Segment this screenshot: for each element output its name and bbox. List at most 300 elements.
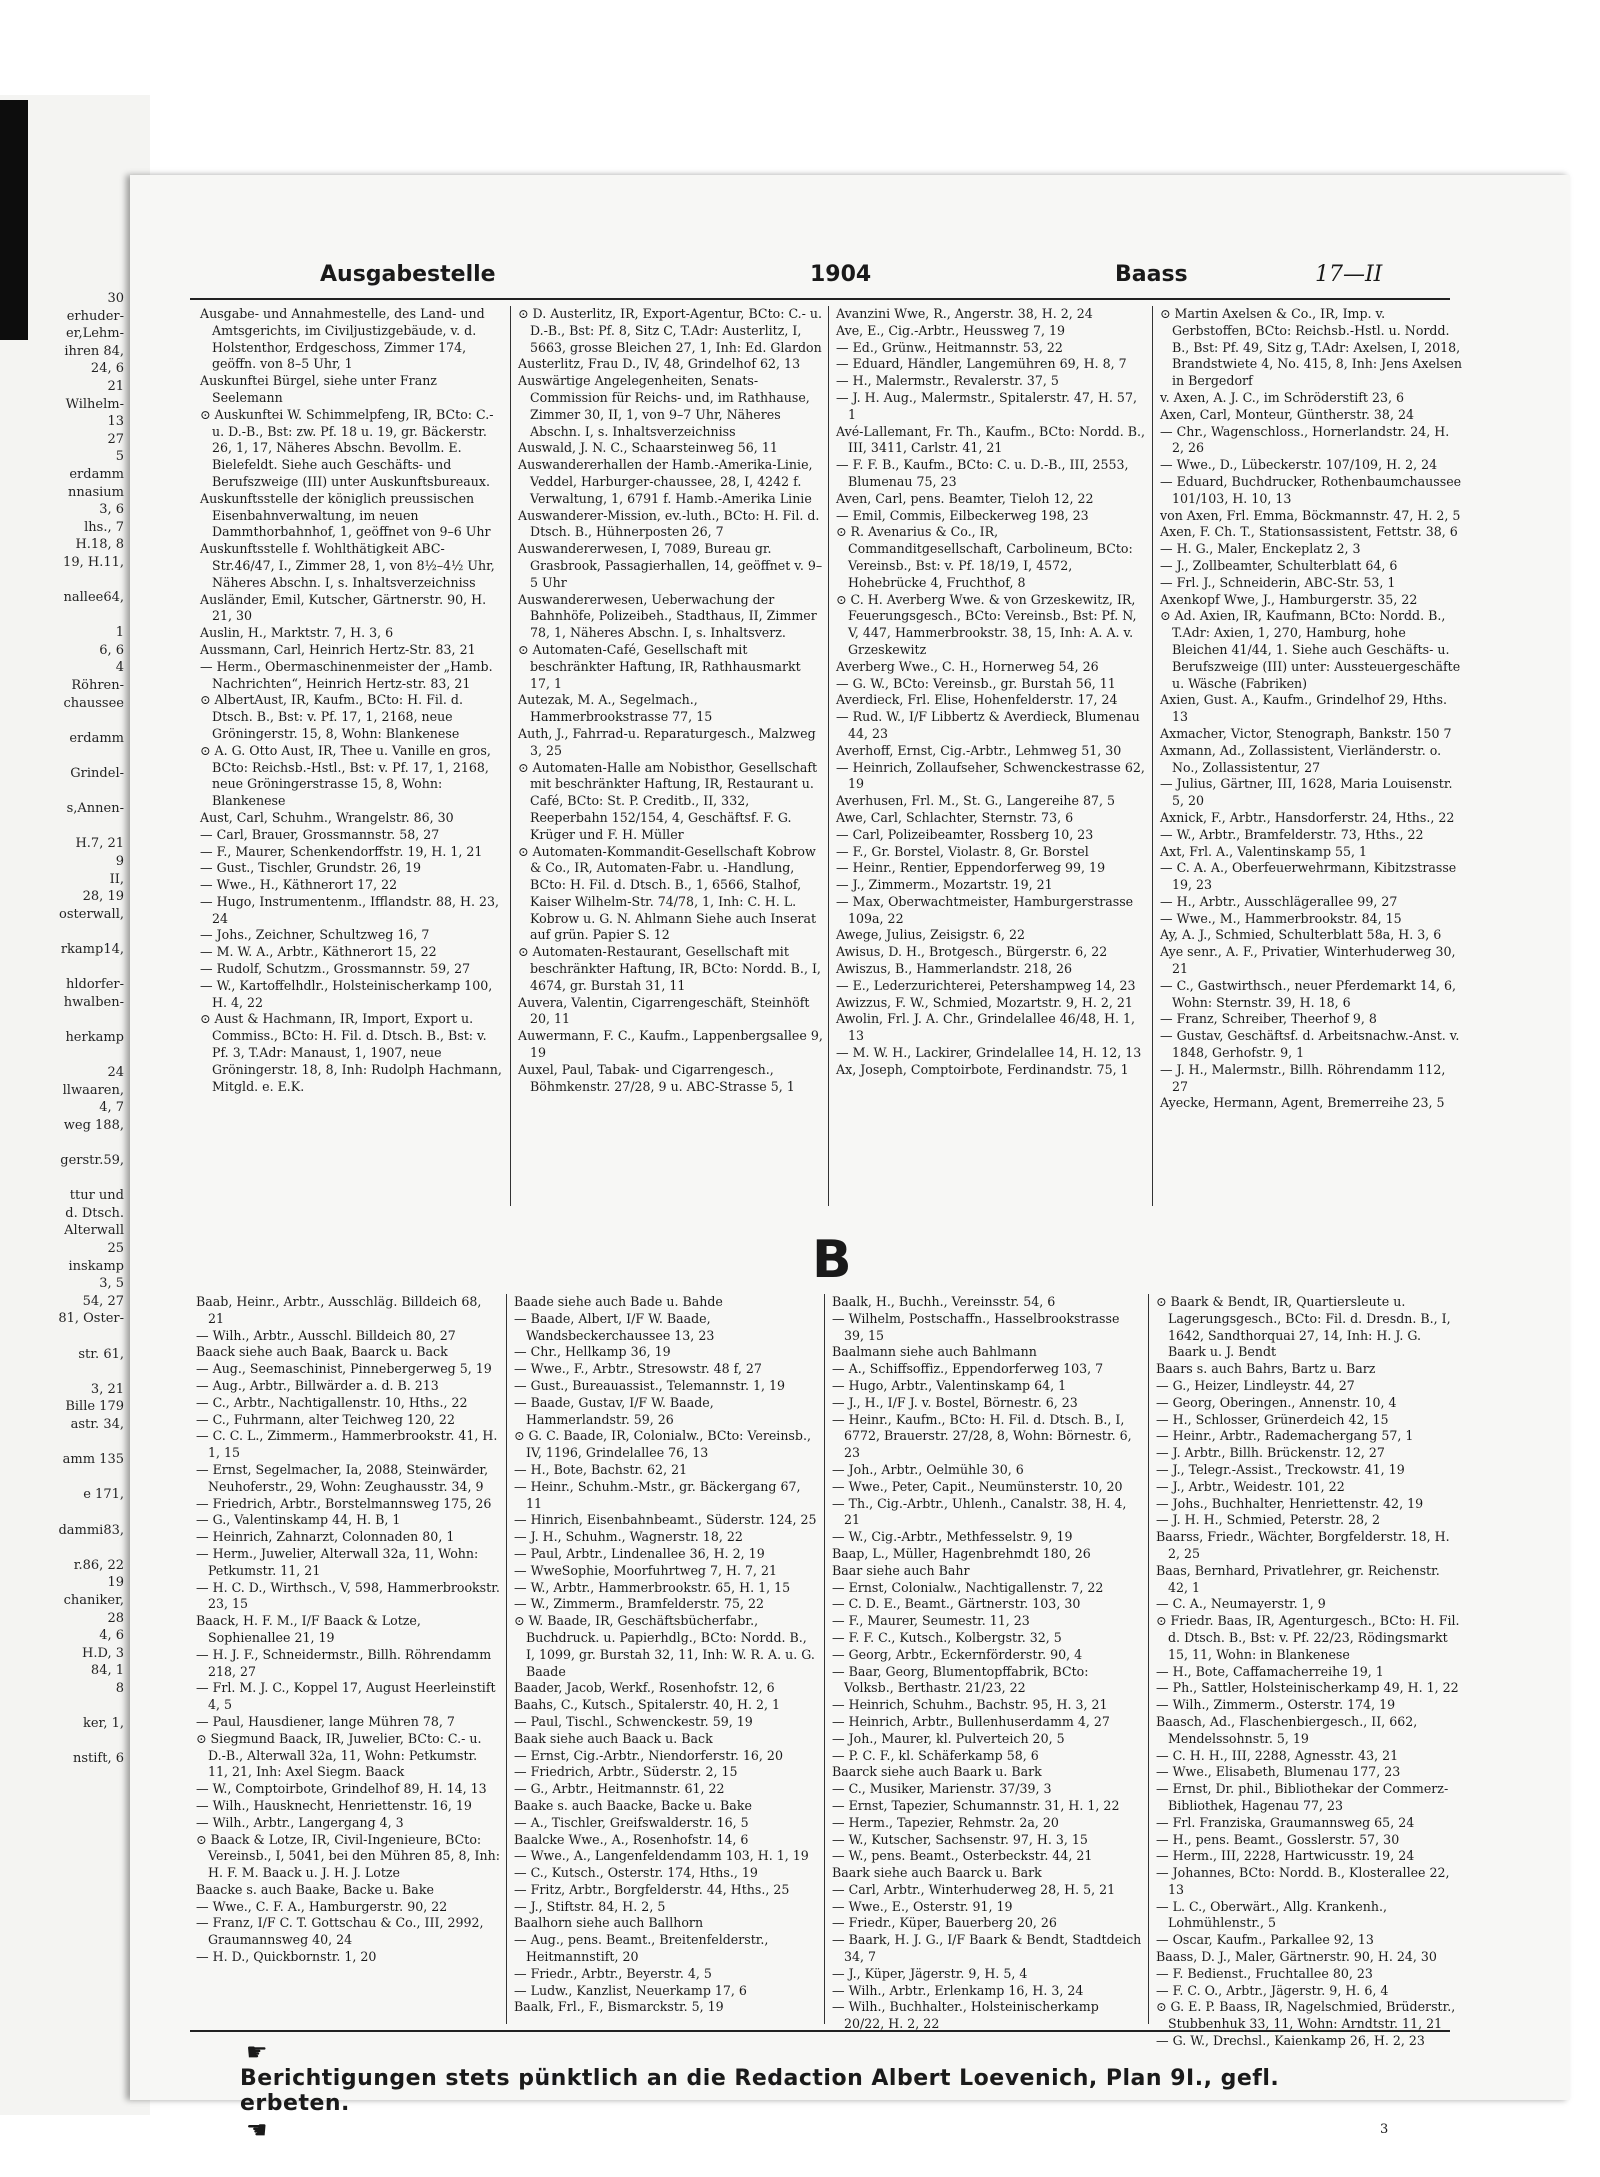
directory-entry: — Wwe., Peter, Capit., Neumünsterstr. 10, 20: [832, 1478, 1123, 1494]
strip-fragment: chaussee: [63, 695, 124, 711]
strip-fragment: amm 135: [62, 1452, 124, 1468]
directory-entry: ⊙ C. H. Averberg Wwe. & von Grzeskewitz, IR, Feuerungsgesch., BCto: Vereinsb., Bst: Pf. N, V, 447, Hammerbrookstr. 38, 15, Inh: A. A. v. Grzeskewitz: [836, 591, 1137, 657]
directory-entry: — Th., Cig.-Arbtr., Uhlenh., Canalstr. 38, H. 4, 21: [832, 1495, 1127, 1528]
directory-entry: — Frl. M. J. C., Koppel 17, August Heerleinstift 4, 5: [196, 1680, 496, 1713]
directory-entry: — Wilh., Arbtr., Langergang 4, 3: [196, 1814, 404, 1830]
directory-entry: Austerlitz, Frau D., IV, 48, Grindelhof 62, 13: [518, 356, 801, 372]
strip-fragment: erdamm: [69, 730, 124, 746]
directory-entry: Auswärtige Angelegenheiten, Senats-Commission für Reichs- und, im Rathhause, Zimmer 30, II, 1, von 9–7 Uhr, Näheres Abschn. I, s. Inhaltsverzeichniss: [518, 373, 810, 439]
directory-entry: — C., Fuhrmann, alter Teichweg 120, 22: [196, 1411, 455, 1427]
directory-entry: — Oscar, Kaufm., Parkallee 92, 13: [1156, 1932, 1374, 1948]
strip-fragment: 24, 6: [90, 361, 124, 377]
directory-entry: Aven, Carl, pens. Beamter, Tieloh 12, 22: [836, 490, 1094, 506]
directory-entry: — W., Comptoirbote, Grindelhof 89, H. 14, 13: [196, 1781, 487, 1797]
directory-entry: Awiszus, B., Hammerlandstr. 218, 26: [836, 961, 1073, 977]
directory-entry: Auth, J., Fahrrad-u. Reparaturgesch., Malzweg 3, 25: [518, 725, 816, 758]
directory-entry: — Ernst, Tapezier, Schumannstr. 31, H. 1, 22: [832, 1797, 1120, 1813]
strip-fragment: [0, 1698, 130, 1716]
strip-fragment: erdamm: [69, 466, 124, 482]
directory-entry: — H. C. D., Wirthsch., V, 598, Hammerbrookstr. 23, 15: [196, 1579, 500, 1612]
directory-entry: — Gust., Tischler, Grundstr. 26, 19: [200, 860, 422, 876]
strip-fragment: H.D, 3: [82, 1645, 124, 1661]
strip-fragment: Alterwall: [64, 1223, 124, 1239]
page-header: [150, 262, 1450, 294]
strip-fragment: 21: [107, 378, 124, 394]
directory-entry: Axien, Gust. A., Kaufm., Grindelhof 29, Hths. 13: [1160, 692, 1448, 725]
footer-text: Berichtigungen stets pünktlich an die Redaction Albert Loevenich, Plan 9I., gefl. erbeten.: [240, 2066, 1280, 2116]
directory-entry: — Paul, Tischl., Schwenckestr. 59, 19: [514, 1713, 753, 1729]
directory-entry: — Gustav, Geschäftsf. d. Arbeitsnachw.-Anst. v. 1848, Gerhofstr. 9, 1: [1160, 1028, 1460, 1061]
directory-entry: — Wilhelm, Postschaffn., Hasselbrookstrasse 39, 15: [832, 1310, 1120, 1343]
directory-entry: Baarss, Friedr., Wächter, Borgfelderstr. 18, H. 2, 25: [1156, 1529, 1450, 1561]
strip-fragment: Bille 179: [65, 1399, 124, 1415]
directory-entry: Auskunftsstelle der königlich preussischen Eisenbahnverwaltung, im neuen Dammthorbahnhof, 1, geöffnet von 9–6 Uhr: [200, 490, 491, 540]
directory-entry: Axnick, F., Arbtr., Hansdorferstr. 24, Hths., 22: [1160, 809, 1455, 825]
strip-fragment: e 171,: [83, 1487, 124, 1503]
directory-entry: von Axen, Frl. Emma, Böckmannstr. 47, H. 2, 5: [1160, 507, 1461, 523]
strip-fragment: 54, 27: [82, 1293, 124, 1309]
strip-fragment: [0, 923, 130, 941]
strip-fragment: erhuder-: [66, 308, 124, 324]
directory-entry: — Frl. Franziska, Graumannsweg 65, 24: [1156, 1814, 1415, 1830]
directory-entry: ⊙ G. C. Baade, IR, Colonialw., BCto: Vereinsb., IV, 1196, Grindelallee 76, 13: [514, 1428, 811, 1461]
column-separator: [506, 1294, 507, 2024]
directory-entry: — J. Arbtr., Billh. Brückenstr. 12, 27: [1156, 1445, 1385, 1461]
directory-entry: — Paul, Arbtr., Lindenallee 36, H. 2, 19: [514, 1545, 765, 1561]
directory-entry: Averhoff, Ernst, Cig.-Arbtr., Lehmweg 51, 30: [836, 742, 1122, 758]
strip-fragment: r.86, 22: [73, 1557, 124, 1573]
directory-entry: Awolin, Frl. J. A. Chr., Grindelallee 46/48, H. 1, 13: [836, 1011, 1135, 1044]
strip-fragment: ttur und: [69, 1188, 124, 1204]
directory-entry: — Friedrich, Arbtr., Borstelmannsweg 175, 26: [196, 1495, 492, 1511]
directory-entry: — A., Tischler, Greifswalderstr. 16, 5: [514, 1814, 749, 1830]
directory-entry: Baarck siehe auch Baark u. Bark: [832, 1764, 1042, 1780]
directory-entry: Auskunftei Bürgel, siehe unter Franz Seelemann: [200, 373, 437, 405]
strip-fragment: weg 188,: [63, 1117, 124, 1133]
directory-entry: Baade siehe auch Bade u. Bahde: [514, 1294, 723, 1309]
pointing-hand-icon: ☚: [246, 2116, 269, 2144]
strip-fragment: 30: [107, 291, 124, 306]
pointing-hand-icon: ☛: [246, 2038, 269, 2066]
strip-fragment: 4, 7: [99, 1100, 124, 1116]
directory-entry: Auxel, Paul, Tabak- und Cigarrengesch., Böhmkenstr. 27/28, 9 u. ABC-Strasse 5, 1: [518, 1061, 795, 1094]
directory-entry: Auvera, Valentin, Cigarrengeschäft, Steinhöft 20, 11: [518, 994, 810, 1027]
directory-entry: — C., Gastwirthsch., neuer Pferdemarkt 14, 6, Wohn: Sternstr. 39, H. 18, 6: [1160, 977, 1457, 1010]
directory-entry: Auswandererhallen der Hamb.-Amerika-Linie, Veddel, Harburger-chaussee, 28, I, 4242 f. Verwaltung, 1, 6791 f. Hamb.-Amerika Linie: [518, 457, 813, 506]
directory-entry: — Hugo, Arbtr., Valentinskamp 64, 1: [832, 1377, 1067, 1393]
directory-entry: — Joh., Maurer, kl. Pulverteich 20, 5: [832, 1730, 1065, 1746]
directory-entry: Ausgabe- und Annahmestelle, des Land- und Amtsgerichts, im Civiljustizgebäude, v. d. Holstenthor, Erdgeschoss, Zimmer 174, geöffn. von 8–5 Uhr, 1: [200, 306, 485, 372]
directory-entry: — Herm., Juwelier, Alterwall 32a, 11, Wohn: Petkumstr. 11, 21: [196, 1545, 479, 1578]
directory-entry: — Wwe., F., Arbtr., Stresowstr. 48 f, 27: [514, 1361, 762, 1377]
directory-entry: Baab, Heinr., Arbtr., Ausschläg. Billdeich 68, 21: [196, 1294, 482, 1326]
directory-entry: ⊙ G. E. P. Baass, IR, Nagelschmied, Brüderstr., Stubbenhuk 33, 11, Wohn: Arndtstr. 11, 21: [1156, 1999, 1456, 2032]
page-number: 3: [1380, 2122, 1389, 2137]
directory-entry: — Heinrich, Zollaufseher, Schwenckestrasse 62, 19: [836, 759, 1145, 792]
directory-entry: — Aug., pens. Beamt., Breitenfelderstr., Heitmannstift, 20: [514, 1932, 769, 1965]
directory-entry: Axenkopf Wwe, J., Hamburgerstr. 35, 22: [1160, 591, 1418, 607]
directory-entry: ⊙ Automaten-Kommandit-Gesellschaft Kobrow & Co., IR, Automaten-Fabr. u. -Handlung, BCto: H. Fil. d. Dtsch. B., 1, 6566, Stalhof, Kaiser Wilhelm-Str. 74/78, 1, Inh: C. H. L. Kobrow u. G. N. Ahlmann Siehe auch Inserat auf grün. Papier S. 12: [518, 843, 817, 943]
directory-entry: Axen, Carl, Monteur, Güntherstr. 38, 24: [1160, 406, 1414, 422]
strip-fragment: [0, 1469, 130, 1487]
directory-entry: — Emil, Commis, Eilbeckerweg 198, 23: [836, 507, 1089, 523]
directory-entry: — Baark, H. J. G., I/F Baark & Bendt, Stadtdeich 34, 7: [832, 1932, 1142, 1965]
strip-fragment: [0, 1504, 130, 1522]
directory-entry: ⊙ Ad. Axien, IR, Kaufmann, BCto: Nordd. B., T.Adr: Axien, 1, 270, Hamburg, hohe Bleichen 41/44, 1. Siehe auch Geschäfts- u. Berufszweige (III) unter: Aussteuergeschäfte u. Wäsche (Fabriken): [1160, 608, 1461, 691]
directory-entry: — Wwe., H., Käthnerort 17, 22: [200, 877, 398, 893]
directory-entry: — Wwe., Elisabeth, Blumenau 177, 23: [1156, 1764, 1401, 1780]
directory-entry: ⊙ Automaten-Café, Gesellschaft mit beschränkter Haftung, IR, Rathhausmarkt 17, 1: [518, 641, 801, 691]
directory-entry: — G. W., BCto: Vereinsb., gr. Burstah 56, 11: [836, 675, 1116, 691]
strip-fragment: rkamp14,: [60, 941, 124, 957]
directory-entry: Baake s. auch Baacke, Backe u. Bake: [514, 1797, 752, 1813]
directory-entry: — J. H., Schuhm., Wagnerstr. 18, 22: [514, 1529, 743, 1545]
strip-fragment: herkamp: [65, 1029, 124, 1045]
strip-fragment: llwaaren,: [62, 1082, 124, 1098]
directory-entry: Auskunftsstelle f. Wohlthätigkeit ABC-Str.46/47, I., Zimmer 28, 1, von 8½–4½ Uhr, Näheres Abschn. I, s. Inhaltsverzeichniss: [200, 541, 495, 590]
strip-fragment: 13: [107, 414, 124, 430]
directory-entry: — Wwe., A., Langenfeldendamm 103, H. 1, 19: [514, 1848, 809, 1864]
directory-entry: — Johs., Zeichner, Schultzweg 16, 7: [200, 927, 430, 943]
column-2: [518, 306, 823, 1206]
strip-fragment: chaniker,: [63, 1592, 124, 1608]
directory-entry: Auswanderer-Mission, ev.-luth., BCto: H. Fil. d. Dtsch. B., Hühnerposten 26, 7: [518, 507, 820, 540]
directory-entry: — W., Arbtr., Bramfelderstr. 73, Hths., 22: [1160, 826, 1424, 842]
footer-notice: [240, 2038, 1370, 2144]
directory-entry: ⊙ Siegmund Baack, IR, Juwelier, BCto: C.- u. D.-B., Alterwall 32a, 11, Wohn: Petkumstr. 11, 21, Inh: Axel Siegm. Baack: [196, 1730, 482, 1780]
directory-entry: — Rud. W., I/F Libbertz & Averdieck, Blumenau 44, 23: [836, 709, 1140, 741]
directory-entry: — J., Zimmerm., Mozartstr. 19, 21: [836, 877, 1053, 893]
directory-entry: Axmann, Ad., Zollassistent, Vierländerstr. o. No., Zollassistentur, 27: [1160, 742, 1442, 775]
strip-fragment: ihren 84,: [64, 343, 124, 359]
directory-entry: Ayecke, Hermann, Agent, Bremerreihe 23, 5: [1160, 1095, 1445, 1111]
directory-entry: Auswald, J. N. C., Schaarsteinweg 56, 11: [518, 440, 778, 456]
strip-fragment: H.7, 21: [75, 836, 124, 852]
strip-fragment: 24: [107, 1065, 124, 1081]
directory-entry: — Wwe., E., Osterstr. 91, 19: [832, 1898, 1013, 1914]
strip-fragment: str. 61,: [78, 1346, 124, 1362]
strip-fragment: 25: [107, 1241, 124, 1257]
directory-entry: — C. D. E., Beamt., Gärtnerstr. 103, 30: [832, 1596, 1081, 1612]
strip-fragment: hldorfer-: [65, 977, 124, 993]
directory-entry: — J. H. Aug., Malermstr., Spitalerstr. 47, H. 57, 1: [836, 389, 1137, 422]
strip-fragment: er,Lehm-: [65, 326, 124, 342]
directory-entry: — L. C., Oberwärt., Allg. Krankenh., Lohmühlenstr., 5: [1156, 1898, 1387, 1931]
directory-entry: Baap, L., Müller, Hagenbrehmdt 180, 26: [832, 1545, 1091, 1561]
directory-entry: Awisus, D. H., Brotgesch., Bürgerstr. 6, 22: [836, 944, 1108, 960]
strip-fragment: astr. 34,: [70, 1417, 124, 1432]
directory-entry: — Wilh., Hausknecht, Henriettenstr. 16, 19: [196, 1797, 472, 1813]
directory-entry: — Julius, Gärtner, III, 1628, Maria Louisenstr. 5, 20: [1160, 776, 1453, 809]
directory-entry: Awe, Carl, Schlachter, Sternstr. 73, 6: [836, 809, 1074, 825]
directory-entry: — Baar, Georg, Blumentopffabrik, BCto: Volksb., Berthastr. 21/23, 22: [832, 1663, 1089, 1696]
directory-entry: ⊙ Automaten-Restaurant, Gesellschaft mit beschränkter Haftung, IR, BCto: Nordd. B., I, 4674, gr. Burstah 31, 11: [518, 944, 821, 993]
directory-entry: — C., Kutsch., Osterstr. 174, Hths., 19: [514, 1865, 758, 1881]
column-separator: [510, 306, 511, 1206]
directory-entry: ⊙ Martin Axelsen & Co., IR, Imp. v. Gerbstoffen, BCto: Reichsb.-Hstl. u. Nordd. B., Bst: Pf. 49, Sitz g, T.Adr: Axelsen, I, 2018, Brandstwiete 4, No. 415, 8, Inh: Jens Axelsen in Bergedorf: [1160, 306, 1462, 389]
directory-entry: — C. C. L., Zimmerm., Hammerbrookstr. 41, H. 1, 15: [196, 1428, 498, 1461]
directory-entry: — C. A., Neumayerstr. 1, 9: [1156, 1596, 1326, 1612]
strip-fragment: 3, 6: [99, 502, 124, 518]
directory-entry: Baader, Jacob, Werkf., Rosenhofstr. 12, 6: [514, 1680, 775, 1696]
directory-entry: Baack siehe auch Baak, Baarck u. Back: [196, 1344, 448, 1360]
strip-fragment: [0, 1170, 130, 1188]
directory-entry: — F. Bedienst., Fruchtallee 80, 23: [1156, 1965, 1373, 1981]
directory-entry: Baalhorn siehe auch Ballhorn: [514, 1915, 704, 1931]
directory-entry: — P. C. F., kl. Schäferkamp 58, 6: [832, 1747, 1039, 1763]
directory-entry: — Carl, Polizeibeamter, Rossberg 10, 23: [836, 826, 1094, 842]
directory-entry: ⊙ W. Baade, IR, Geschäftsbücherfabr., Buchdruck. u. Papierhdlg., BCto: Nordd. B., I, 1099, gr. Burstah 32, 11, Inh: W. R. A. u. G. Baade: [514, 1613, 815, 1679]
column-b-1: [196, 1294, 501, 2024]
strip-fragment: gerstr.59,: [60, 1153, 124, 1169]
directory-entry: — Heinrich, Zahnarzt, Colonnaden 80, 1: [196, 1529, 455, 1545]
directory-entry: Aye senr., A. F., Privatier, Winterhuderweg 30, 21: [1160, 944, 1456, 977]
directory-entry: Avanzini Wwe, R., Angerstr. 38, H. 2, 24: [836, 306, 1093, 321]
strip-fragment: 84, 1: [90, 1663, 124, 1679]
directory-entry: Awizzus, F. W., Schmied, Mozartstr. 9, H. 2, 21: [836, 994, 1133, 1010]
directory-entry: — J., H., I/F J. v. Bostel, Börnestr. 6, 23: [832, 1394, 1078, 1410]
directory-entry: Baark siehe auch Baarck u. Bark: [832, 1865, 1042, 1881]
strip-fragment: [0, 1539, 130, 1557]
directory-entry: — Aug., Arbtr., Billwärder a. d. B. 213: [196, 1377, 439, 1393]
directory-entry: Baalk, Frl., F., Bismarckstr. 5, 19: [514, 1999, 724, 2015]
directory-entry: — Wilh., Buchhalter., Holsteinischerkamp 20/22, H. 2, 22: [832, 1999, 1099, 2032]
directory-entry: Ausländer, Emil, Kutscher, Gärtnerstr. 90, H. 21, 30: [200, 591, 487, 624]
directory-entry: — J. H. H., Schmied, Peterstr. 28, 2: [1156, 1512, 1381, 1528]
strip-fragment: Wilhelm-: [65, 396, 124, 412]
directory-entry: — H. J. F., Schneidermstr., Billh. Röhrendamm 218, 27: [196, 1646, 492, 1679]
directory-entry: — Carl, Brauer, Grossmannstr. 58, 27: [200, 826, 440, 842]
directory-entry: — Rudolf, Schutzm., Grossmannstr. 59, 27: [200, 961, 471, 977]
directory-entry: — Max, Oberwachtmeister, Hamburgerstrasse 109a, 22: [836, 893, 1134, 926]
directory-entry: — J., Arbtr., Weidestr. 101, 22: [1156, 1478, 1345, 1494]
directory-entry: — F. F. B., Kaufm., BCto: C. u. D.-B., III, 2553, Blumenau 75, 23: [836, 457, 1129, 489]
strip-fragment: nallee64,: [63, 590, 124, 606]
directory-entry: — F. C. O., Arbtr., Jägerstr. 9, H. 6, 4: [1156, 1982, 1389, 1998]
directory-entry: Baas, Bernhard, Privatlehrer, gr. Reichenstr. 42, 1: [1156, 1562, 1440, 1595]
directory-entry: — H. D., Quickbornstr. 1, 20: [196, 1949, 377, 1965]
strip-fragment: [0, 572, 130, 590]
directory-entry: — H., Bote, Caffamacherreihe 19, 1: [1156, 1663, 1384, 1679]
directory-entry: — H., Arbtr., Ausschlägerallee 99, 27: [1160, 893, 1398, 909]
directory-entry: — M. W. H., Lackirer, Grindelallee 14, H. 12, 13: [836, 1045, 1142, 1061]
directory-entry: Auswandererwesen, Ueberwachung der Bahnhöfe, Polizeibeh., Stadthaus, II, Zimmer 78, 1, Näheres Abschn. I, s. Inhaltsverz.: [518, 591, 817, 641]
directory-entry: — F., Gr. Borstel, Violastr. 8, Gr. Borstel: [836, 843, 1089, 859]
column-separator: [1148, 1294, 1149, 2024]
directory-entry: Baass, D. J., Maler, Gärtnerstr. 90, H. 24, 30: [1156, 1949, 1437, 1965]
directory-entry: — H., Malermstr., Revalerstr. 37, 5: [836, 373, 1059, 389]
adjacent-page-strip: [0, 290, 130, 2090]
directory-entry: Baalk, H., Buchh., Vereinsstr. 54, 6: [832, 1294, 1056, 1309]
directory-entry: — Franz, I/F C. T. Gottschau & Co., III, 2992, Graumannsweg 40, 24: [196, 1915, 484, 1948]
directory-entry: ⊙ Baark & Bendt, IR, Quartiersleute u. Lagerungsgesch., BCto: Fil. d. Dresdn. B., I, 1642, Sandthorquai 27, 14, Inh: H. J. G. Baark u. J. Bendt: [1156, 1294, 1451, 1360]
column-b-4: [1156, 1294, 1461, 2049]
strip-fragment: [0, 1011, 130, 1029]
directory-entry: — Aug., Seemaschinist, Pinnebergerweg 5, 19: [196, 1361, 492, 1377]
directory-entry: — Carl, Arbtr., Winterhuderweg 28, H. 5, 21: [832, 1881, 1116, 1897]
directory-entry: Baars s. auch Bahrs, Bartz u. Barz: [1156, 1361, 1376, 1377]
directory-entry: — Herm., III, 2228, Hartwicusstr. 19, 24: [1156, 1848, 1415, 1864]
directory-entry: — Heinr., Kaufm., BCto: H. Fil. d. Dtsch. B., I, 6772, Brauerstr. 27/28, 8, Wohn: Börnestr. 6, 23: [832, 1411, 1132, 1461]
directory-entry: Averberg Wwe., C. H., Hornerweg 54, 26: [836, 658, 1099, 674]
strip-fragment: 28: [107, 1610, 124, 1626]
strip-fragment: Röhren-: [71, 678, 124, 694]
strip-fragment: 81, Oster-: [58, 1311, 124, 1327]
header-right: Baass: [1115, 262, 1188, 287]
strip-fragment: [0, 1328, 130, 1346]
strip-fragment: [0, 1047, 130, 1065]
directory-entry: — Herm., Tapezier, Rehmstr. 2a, 20: [832, 1814, 1059, 1830]
directory-entry: — Eduard, Buchdrucker, Rothenbaumchaussee 101/103, H. 10, 13: [1160, 473, 1462, 506]
directory-entry: — Ludw., Kanzlist, Neuerkamp 17, 6: [514, 1982, 747, 1998]
directory-entry: — Heinr., Schuhm.-Mstr., gr. Bäckergang 67, 11: [514, 1478, 801, 1511]
directory-entry: — W., Zimmerm., Bramfelderstr. 75, 22: [514, 1596, 765, 1612]
directory-entry: — Hinrich, Eisenbahnbeamt., Süderstr. 124, 25: [514, 1512, 817, 1528]
strip-fragment: [0, 1434, 130, 1452]
directory-entry: — Herm., Obermaschinenmeister der „Hamb. Nachrichten“, Heinrich Hertz-str. 83, 21: [200, 658, 493, 691]
strip-fragment: 27: [107, 431, 124, 447]
directory-entry: Baahs, C., Kutsch., Spitalerstr. 40, H. 2, 1: [514, 1697, 780, 1713]
directory-entry: — W., Arbtr., Hammerbrookstr. 65, H. 1, 15: [514, 1579, 791, 1595]
directory-entry: — J., Zollbeamter, Schulterblatt 64, 6: [1160, 557, 1398, 573]
directory-entry: Axmacher, Victor, Stenograph, Bankstr. 150 7: [1160, 725, 1452, 741]
directory-entry: — Baade, Gustav, I/F W. Baade, Hammerlandstr. 59, 26: [514, 1394, 714, 1427]
directory-entry: — M. W. A., Arbtr., Käthnerort 15, 22: [200, 944, 437, 960]
directory-entry: ⊙ Friedr. Baas, IR, Agenturgesch., BCto: H. Fil. d. Dtsch. B., Bst: v. Pf. 22/23, Rödingsmarkt 15, 11, Wohn: in Blankenese: [1156, 1613, 1460, 1662]
header-page: 17—II: [1315, 262, 1383, 287]
directory-entry: — Wwe., M., Hammerbrookstr. 84, 15: [1160, 910, 1402, 926]
strip-fragment: 3, 5: [99, 1276, 124, 1292]
directory-entry: ⊙ AlbertAust, IR, Kaufm., BCto: H. Fil. d. Dtsch. B., Bst: v. Pf. 17, 1, 2168, neue Gröningerstr. 15, 8, Wohn: Blankenese: [200, 692, 463, 741]
directory-entry: — Frl. J., Schneiderin, ABC-Str. 53, 1: [1160, 574, 1396, 590]
directory-entry: — Ernst, Colonialw., Nachtigallenstr. 7, 22: [832, 1579, 1104, 1595]
strip-fragment: 3, 21: [90, 1381, 124, 1397]
header-rule: [190, 298, 1450, 300]
directory-entry: — Heinr., Arbtr., Rademachergang 57, 1: [1156, 1428, 1414, 1444]
directory-entry: — Franz, Schreiber, Theerhof 9, 8: [1160, 1011, 1377, 1027]
directory-entry: — J., Stiftstr. 84, H. 2, 5: [514, 1898, 666, 1914]
directory-entry: — Johannes, BCto: Nordd. B., Klosterallee 22, 13: [1156, 1865, 1450, 1897]
directory-entry: — Ernst, Dr. phil., Bibliothekar der Commerz-Bibliothek, Hagenau 77, 23: [1156, 1781, 1449, 1813]
directory-entry: — Wwe., D., Lübeckerstr. 107/109, H. 2, 24: [1160, 457, 1438, 473]
header-year: 1904: [810, 262, 872, 287]
column-separator: [1152, 306, 1153, 1206]
directory-entry: Baak siehe auch Baack u. Back: [514, 1730, 713, 1746]
directory-entry: — F., Maurer, Seumestr. 11, 23: [832, 1613, 1030, 1629]
strip-fragment: 28, 19: [82, 889, 124, 905]
strip-fragment: ker, 1,: [82, 1716, 124, 1732]
strip-fragment: 1: [115, 625, 124, 641]
strip-fragment: H.18, 8: [75, 537, 124, 553]
directory-entry: — C., Musiker, Marienstr. 37/39, 3: [832, 1781, 1052, 1797]
directory-entry: Auslin, H., Marktstr. 7, H. 3, 6: [200, 625, 394, 641]
strip-fragment: II,: [109, 871, 124, 887]
directory-entry: Baar siehe auch Bahr: [832, 1562, 970, 1578]
directory-entry: — J., Küper, Jägerstr. 9, H. 5, 4: [832, 1965, 1028, 1981]
column-4: [1160, 306, 1465, 1206]
strip-fragment: dammi83,: [58, 1522, 124, 1538]
directory-entry: — Wilh., Zimmerm., Osterstr. 174, 19: [1156, 1697, 1396, 1713]
directory-entry: — Fritz, Arbtr., Borgfelderstr. 44, Hths., 25: [514, 1881, 790, 1897]
directory-entry: Ax, Joseph, Comptoirbote, Ferdinandstr. 75, 1: [836, 1061, 1129, 1077]
strip-fragment: [0, 1135, 130, 1153]
directory-entry: Axen, F. Ch. T., Stationsassistent, Fettstr. 38, 6: [1160, 524, 1458, 540]
directory-entry: — Friedr., Arbtr., Beyerstr. 4, 5: [514, 1965, 712, 1981]
directory-entry: — Eduard, Händler, Langemühren 69, H. 8, 7: [836, 356, 1127, 372]
directory-entry: — H., Schlosser, Grünerdeich 42, 15: [1156, 1411, 1389, 1427]
directory-entry: — C. A. A., Oberfeuerwehrmann, Kibitzstrasse 19, 23: [1160, 860, 1457, 893]
strip-fragment: 4: [115, 660, 124, 676]
directory-entry: Ave, E., Cig.-Arbtr., Heussweg 7, 19: [836, 322, 1066, 338]
directory-entry: — Georg, Oberingen., Annenstr. 10, 4: [1156, 1394, 1397, 1410]
column-3: [836, 306, 1146, 1206]
directory-entry: — G., Valentinskamp 44, H. B, 1: [196, 1512, 401, 1528]
directory-entry: Auswandererwesen, I, 7089, Bureau gr. Grasbrook, Passagierhallen, 14, geöffnet v. 9–5 Uhr: [518, 541, 823, 590]
directory-entry: Baack, H. F. M., I/F Baack & Lotze, Sophienallee 21, 19: [196, 1613, 421, 1645]
directory-entry: — H., Bote, Bachstr. 62, 21: [514, 1461, 688, 1477]
directory-entry: — C., Arbtr., Nachtigallenstr. 10, Hths., 22: [196, 1394, 468, 1410]
directory-entry: — Johs., Buchhalter, Henriettenstr. 42, 19: [1156, 1495, 1424, 1511]
directory-entry: — Friedr., Küper, Bauerberg 20, 26: [832, 1915, 1057, 1931]
footer-rule: [190, 2030, 1450, 2032]
directory-entry: Aussmann, Carl, Heinrich Hertz-Str. 83, 21: [200, 641, 476, 657]
directory-entry: — Georg, Arbtr., Eckernförderstr. 90, 4: [832, 1646, 1083, 1662]
directory-entry: v. Axen, A. J. C., im Schröderstift 23, 6: [1160, 389, 1404, 405]
strip-fragment: 6, 6: [99, 642, 124, 658]
section-letter-b: B: [812, 1230, 852, 1290]
directory-entry: — F., Maurer, Schenkendorffstr. 19, H. 1, 21: [200, 843, 483, 859]
directory-entry: — E., Lederzurichterei, Petershampweg 14, 23: [836, 977, 1136, 993]
directory-entry: ⊙ Aust & Hachmann, IR, Import, Export u. Commiss., BCto: H. Fil. d. Dtsch. B., Bst: v. Pf. 3, T.Adr: Manaust, 1, 1907, neue Gröningerstr. 18, 8, Inh: Rudolph Hachmann, Mitgld. e. E.K.: [200, 1011, 502, 1094]
directory-entry: — Ernst, Cig.-Arbtr., Niendorferstr. 16, 20: [514, 1747, 783, 1763]
directory-entry: — Friedrich, Arbtr., Süderstr. 2, 15: [514, 1764, 738, 1780]
header-left: Ausgabestelle: [320, 262, 496, 287]
strip-fragment: hwalben-: [63, 994, 124, 1010]
directory-entry: — WweSophie, Moorfuhrtweg 7, H. 7, 21: [514, 1562, 778, 1578]
directory-entry: ⊙ Automaten-Halle am Nobisthor, Gesellschaft mit beschränkter Haftung, IR, Restaurant u. Café, BCto: St. P. Creditb., II, 332, Reeperbahn 152/154, 4, Geschäftsf. F. G. Krüger und F. H. Müller: [518, 759, 818, 842]
strip-fragment: [0, 1363, 130, 1381]
column-separator: [828, 306, 829, 1206]
column-b-2: [514, 1294, 819, 2024]
strip-fragment: [0, 747, 130, 765]
directory-entry: Baacke s. auch Baake, Backe u. Bake: [196, 1881, 434, 1897]
directory-entry: Baalcke Wwe., A., Rosenhofstr. 14, 6: [514, 1831, 749, 1847]
strip-fragment: [0, 959, 130, 977]
strip-fragment: nnasium: [67, 484, 124, 500]
directory-entry: — Ed., Grünw., Heitmannstr. 53, 22: [836, 339, 1063, 355]
strip-fragment: lhs., 7: [84, 519, 124, 535]
directory-entry: Awege, Julius, Zeisigstr. 6, 22: [836, 927, 1026, 943]
strip-fragment: d. Dtsch.: [65, 1205, 124, 1221]
directory-entry: — Paul, Hausdiener, lange Mühren 78, 7: [196, 1713, 455, 1729]
strip-fragment: inskamp: [68, 1258, 124, 1274]
strip-fragment: 19: [107, 1575, 124, 1591]
directory-entry: — Joh., Arbtr., Oelmühle 30, 6: [832, 1461, 1024, 1477]
strip-fragment: nstift, 6: [73, 1751, 124, 1767]
directory-entry: — Ernst, Segelmacher, Ia, 2088, Steinwärder, Neuhoferstr., 29, Wohn: Zeughausstr. 34, 9: [196, 1461, 489, 1494]
directory-entry: Ay, A. J., Schmied, Schulterblatt 58a, H. 3, 6: [1160, 927, 1442, 943]
directory-entry: — G., Heizer, Lindleystr. 44, 27: [1156, 1377, 1355, 1393]
directory-entry: Averhusen, Frl. M., St. G., Langereihe 87, 5: [836, 793, 1116, 809]
strip-fragment: 4, 6: [99, 1628, 124, 1644]
directory-entry: Autezak, M. A., Segelmach., Hammerbrookstrasse 77, 15: [518, 692, 713, 725]
directory-entry: Baalmann siehe auch Bahlmann: [832, 1344, 1037, 1360]
directory-entry: — H. G., Maler, Enckeplatz 2, 3: [1160, 541, 1361, 557]
strip-fragment: s,Annen-: [66, 801, 124, 817]
directory-entry: ⊙ R. Avenarius & Co., IR, Commanditgesellschaft, Carbolineum, BCto: Vereinsb., Bst: v. Pf. 18/19, I, 4572, Hohebrücke 4, Fruchthof, 8: [836, 524, 1133, 590]
directory-entry: — J. H., Malermstr., Billh. Röhrendamm 112, 27: [1160, 1061, 1446, 1094]
strip-fragment: 9: [115, 854, 124, 869]
